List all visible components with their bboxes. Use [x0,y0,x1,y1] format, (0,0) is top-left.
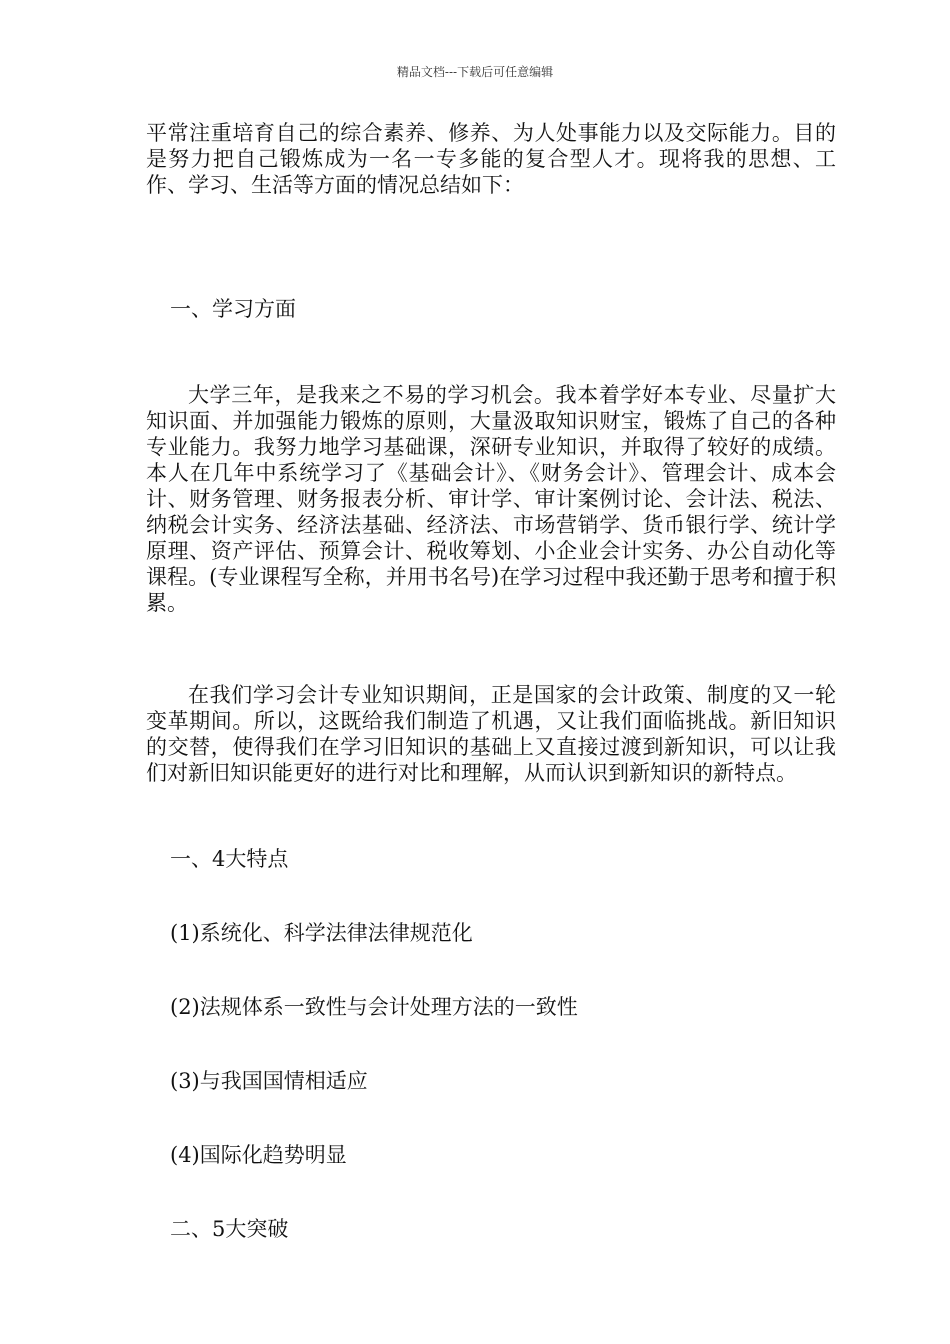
breakthroughs-heading: 二、5大突破 [170,1217,289,1241]
feature-item: (2)法规体系一致性与会计处理方法的一致性 [170,995,578,1019]
feature-item: (1)系统化、科学法律法律规范化 [170,921,473,945]
feature-item: (3)与我国国情相适应 [170,1069,368,1093]
section-heading-study: 一、学习方面 [170,297,296,321]
document-body [146,120,836,1242]
feature-item: (4)国际化趋势明显 [170,1143,347,1167]
page-header: 精品文档---下载后可任意编辑 [396,65,554,79]
policy-change-paragraph: 在我们学习会计专业知识期间，正是国家的会计政策、制度的又一轮变革期间。所以，这既给我们制造了机遇，又让我们面临挑战。新旧知识的交替，使得我们在学习旧知识的基础上又直接过渡到新知识，可以让我们对新旧知识能更好的进行对比和理解，从而认识到新知识的新特点。 [146,683,836,785]
study-paragraph: 大学三年，是我来之不易的学习机会。我本着学好本专业、尽量扩大知识面、并加强能力锻炼的原则，大量汲取知识财宝，锻炼了自己的各种专业能力。我努力地学习基础课，深研专业知识，并取得了较好的成绩。本人在几年中系统学习了《基础会计》、《财务会计》、管理会计、成本会计、财务管理、财务报表分析、审计学、审计案例讨论、会计法、税法、纳税会计实务、经济法基础、经济法、市场营销学、货币银行学、统计学原理、资产评估、预算会计、税收筹划、小企业会计实务、办公自动化等课程。(专业课程写全称，并用书名号)在学习过程中我还勤于思考和擅于积累。 [146,383,836,615]
intro-paragraph: 平常注重培育自己的综合素养、修养、为人处事能力以及交际能力。目的是努力把自己锻炼成为一名一专多能的复合型人才。现将我的思想、工作、学习、生活等方面的情况总结如下： [146,121,836,197]
features-heading: 一、4大特点 [170,847,289,871]
